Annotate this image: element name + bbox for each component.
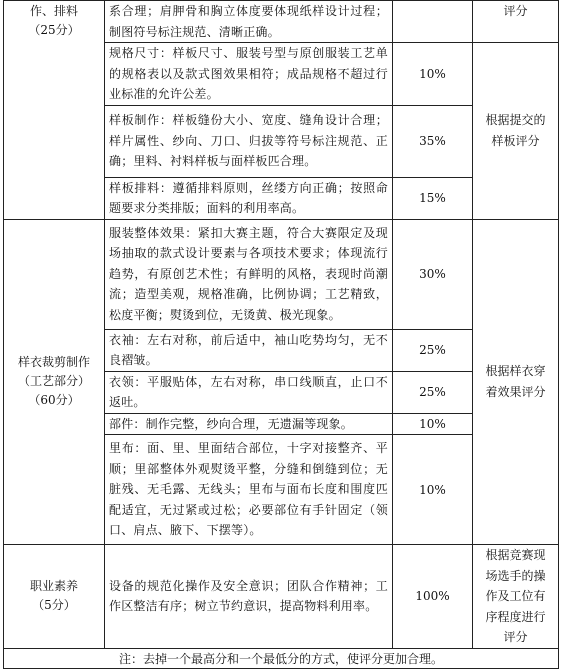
method-line: 序程度进行 <box>485 609 546 624</box>
criterion-cell: 系合理；肩胛骨和胸立体度要体现纸样设计过程；制图符号标注规范、清晰正确。 <box>105 1 393 43</box>
method-line: 根据提交的 <box>485 113 546 128</box>
criterion-cell: 衣袖：左右对称，前后适中，袖山吃势均匀，无不良褶皱。 <box>105 329 393 371</box>
category-line: 职业素养 <box>29 579 78 594</box>
method-line: 样板评分 <box>491 133 540 148</box>
weight-cell: 10% <box>393 43 473 106</box>
criterion-cell: 样板排料：遵循排料原则，丝缕方向正确；按照命题要求分类排版；面料的利用率高。 <box>105 177 393 219</box>
weight-cell: 15% <box>393 177 473 219</box>
table-row <box>4 1 559 43</box>
category-line: 作、排料 <box>29 4 78 18</box>
criterion-cell: 规格尺寸：样板尺寸、服装号型与原创服装工艺单的规格表以及款式图效果相符；成品规格不超过行业标准的允许公差。 <box>105 43 393 106</box>
weight-cell: 25% <box>393 371 473 413</box>
criterion-cell: 样板制作：样板缝份大小、宽度、缝角设计合理；样片属性、纱向、刀口、归拔等符号标注规范、正确；里料、衬料样板与面样板匹合理。 <box>105 105 393 177</box>
category-cell <box>4 1 105 220</box>
method-line: 根据竞赛现 <box>485 548 546 562</box>
weight-cell: 10% <box>393 413 473 435</box>
category-cell <box>4 545 105 649</box>
weight-cell <box>393 1 473 43</box>
category-line: （工艺部分） <box>17 374 90 389</box>
table-row <box>4 545 559 649</box>
weight-cell: 35% <box>393 105 473 177</box>
scoring-table <box>3 0 559 669</box>
table-row <box>4 219 559 329</box>
category-line: 样衣裁剪制作 <box>17 355 90 370</box>
table-row <box>4 648 559 668</box>
criterion-cell: 里布：面、里、里面结合部位，十字对接整齐、平顺；里部整体外观熨烫平整，分缝和倒缝到位；无脏残、无毛露、无线头；里布与面布长度和围度匹配适宜，无过紧或过松；必要部位有手针固定（领口、肩点、腋下、下摆等）。 <box>105 435 393 545</box>
method-cell: 评分 <box>473 1 559 43</box>
weight-cell: 30% <box>393 219 473 329</box>
criterion-cell: 设备的规范化操作及安全意识；团队合作精神；工作区整洁有序；树立节约意识，提高物料利用率。 <box>105 545 393 649</box>
method-cell <box>473 219 559 545</box>
weight-cell: 25% <box>393 329 473 371</box>
category-cell <box>4 219 105 545</box>
category-line: （5分） <box>32 598 76 613</box>
category-line: （60分） <box>28 393 80 408</box>
method-cell <box>473 545 559 649</box>
method-line: 作及工位有 <box>485 589 546 603</box>
method-line: 着效果评分 <box>485 384 546 399</box>
method-line: 场选手的操 <box>485 568 546 583</box>
criterion-cell: 部件：制作完整，纱向合理，无遗漏等现象。 <box>105 413 393 435</box>
weight-cell: 10% <box>393 435 473 545</box>
method-line: 根据样衣穿 <box>485 364 546 379</box>
category-line: （25分） <box>28 23 80 37</box>
weight-cell: 100% <box>393 545 473 649</box>
criterion-cell: 衣领：平服贴体，左右对称，串口线顺直，止口不返吐。 <box>105 371 393 413</box>
table-note: 注：去掉一个最高分和一个最低分的方式，使评分更加合理。 <box>4 648 559 668</box>
method-line: 评分 <box>503 630 528 644</box>
criterion-cell: 服装整体效果：紧扣大赛主题，符合大赛限定及现场抽取的款式设计要素与各项技术要求；体现流行趋势，有原创艺术性；有鲜明的风格，表现时尚潮流；造型美观，规格准确，比例协调；工艺精致，松度平衡；熨烫到位，无烫黄、极光现象。 <box>105 219 393 329</box>
method-cell <box>473 43 559 220</box>
